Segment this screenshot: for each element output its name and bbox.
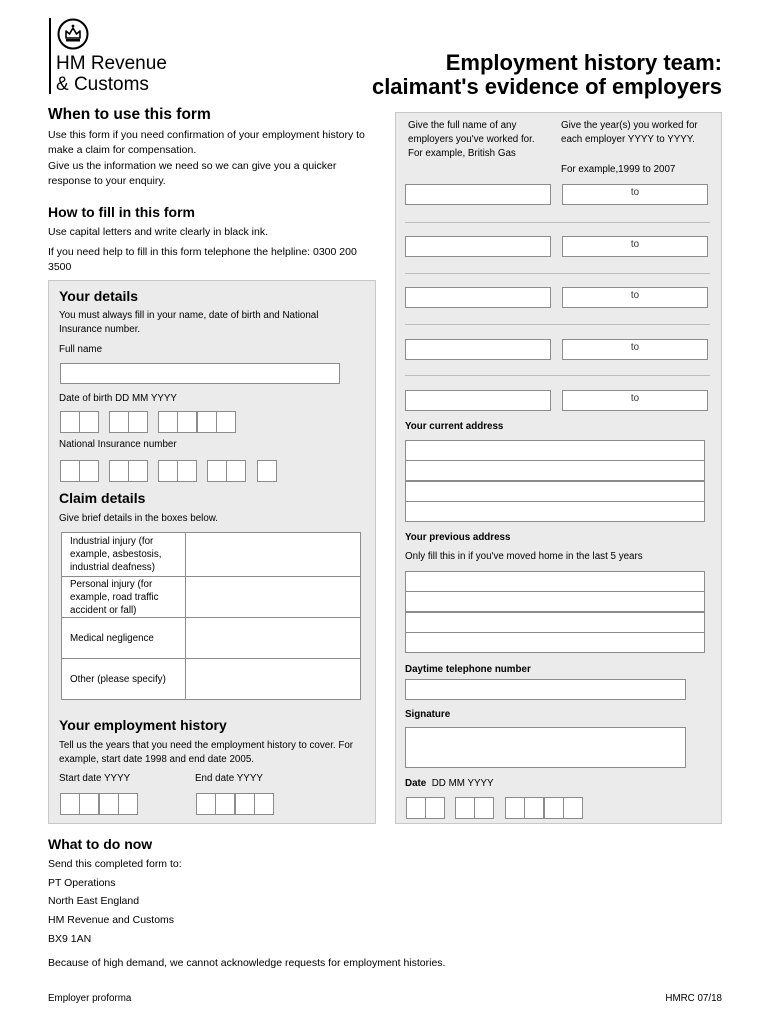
send-address-line: PT Operations — [48, 877, 116, 889]
date-label-text: Date — [405, 778, 427, 789]
start-date-label: Start date YYYY — [59, 773, 131, 784]
org-name-line2: & Customs — [56, 74, 149, 95]
when-text-2: Give us the information we need so we can give you a quicker response to your enquiry. — [48, 160, 337, 187]
ni-digit[interactable] — [257, 460, 277, 482]
to-label: to — [630, 187, 640, 198]
claim-row-label: Industrial injury (for example, asbestosis, industrial deafness) — [62, 533, 186, 576]
employer-name-instructions: Give the full name of any employers you've worked for. For example, British Gas — [408, 120, 535, 159]
dob-digit[interactable] — [158, 411, 178, 433]
details-heading: Your details — [59, 288, 139, 304]
employer-name-input[interactable] — [405, 390, 551, 411]
date-digit[interactable] — [563, 797, 583, 819]
date-digit[interactable] — [425, 797, 445, 819]
to-label: to — [630, 290, 640, 301]
to-label: to — [630, 239, 640, 250]
details-intro: You must always fill in your name, date of birth and National Insurance number. — [59, 310, 319, 335]
row-divider — [405, 375, 710, 376]
footer-right: HMRC 07/18 — [665, 993, 722, 1004]
dob-digit[interactable] — [60, 411, 80, 433]
claim-row[interactable] — [62, 617, 360, 658]
employer-years-example: For example,1999 to 2007 — [561, 164, 676, 175]
row-divider — [405, 324, 710, 325]
claim-row-label: Personal injury (for example, road traffic accident or fall) — [62, 577, 186, 617]
current-address-line[interactable] — [405, 460, 705, 481]
dob-label: Date of birth DD MM YYYY — [59, 393, 177, 404]
history-intro: Tell us the years that you need the employment history to cover. For example, start date 1998 and end date 2005. — [59, 740, 354, 765]
what-now-intro: Send this completed form to: — [48, 858, 182, 870]
phone-input[interactable] — [405, 679, 686, 700]
ni-digit[interactable] — [207, 460, 227, 482]
ni-digit[interactable] — [177, 460, 197, 482]
dob-digit[interactable] — [197, 411, 217, 433]
end-year-digit[interactable] — [235, 793, 255, 815]
signature-label: Signature — [405, 709, 451, 720]
current-address-line[interactable] — [405, 501, 705, 522]
what-now-heading: What to do now — [48, 836, 153, 852]
org-name-line1: HM Revenue — [56, 53, 167, 74]
claim-row[interactable] — [62, 576, 360, 617]
ni-digit[interactable] — [109, 460, 129, 482]
previous-address-note: Only fill this in if you've moved home in the last 5 years — [405, 551, 643, 562]
current-address-label: Your current address — [405, 421, 504, 432]
start-year-digit[interactable] — [118, 793, 138, 815]
date-digit[interactable] — [524, 797, 544, 819]
ni-digit[interactable] — [226, 460, 246, 482]
dob-digit[interactable] — [216, 411, 236, 433]
history-heading: Your employment history — [59, 717, 227, 733]
row-divider — [405, 273, 710, 274]
employer-years-instructions: Give the year(s) you worked for each employer YYYY to YYYY. — [561, 120, 698, 145]
claim-row-label: Medical negligence — [62, 618, 186, 658]
start-year-digit[interactable] — [60, 793, 80, 815]
header-rule — [49, 18, 51, 94]
ni-digit[interactable] — [128, 460, 148, 482]
date-digit[interactable] — [544, 797, 564, 819]
claim-row[interactable] — [62, 533, 360, 576]
dob-digit[interactable] — [128, 411, 148, 433]
claim-row[interactable] — [62, 658, 360, 699]
send-address-line: North East England — [48, 895, 140, 907]
end-year-digit[interactable] — [254, 793, 274, 815]
employer-name-input[interactable] — [405, 287, 551, 308]
signature-box[interactable] — [405, 727, 686, 768]
page-title-line2: claimant's evidence of employers — [371, 74, 722, 99]
end-date-label: End date YYYY — [195, 773, 263, 784]
date-label — [405, 777, 494, 791]
when-heading: When to use this form — [48, 106, 211, 123]
ni-digit[interactable] — [158, 460, 178, 482]
start-year-digit[interactable] — [99, 793, 119, 815]
send-address-line: HM Revenue and Customs — [48, 914, 175, 926]
claim-heading: Claim details — [59, 490, 146, 506]
when-text-1: Use this form if you need confirmation of your employment history to make a claim for compensation. — [48, 129, 365, 156]
current-address-line[interactable] — [405, 440, 705, 461]
previous-address-line[interactable] — [405, 571, 705, 592]
previous-address-label: Your previous address — [405, 532, 511, 543]
ni-label: National Insurance number — [59, 439, 177, 450]
dob-digit[interactable] — [109, 411, 129, 433]
current-address-line[interactable] — [405, 481, 705, 502]
footer-left: Employer proforma — [48, 993, 132, 1004]
start-year-digit[interactable] — [79, 793, 99, 815]
previous-address-line[interactable] — [405, 591, 705, 612]
demand-note: Because of high demand, we cannot acknowledge requests for employment histories. — [48, 957, 446, 969]
to-label: to — [630, 393, 640, 404]
date-format: DD MM YYYY — [431, 778, 494, 789]
claim-intro: Give brief details in the boxes below. — [59, 513, 219, 524]
previous-address-line[interactable] — [405, 612, 705, 633]
claim-row-label: Other (please specify) — [62, 659, 186, 699]
date-digit[interactable] — [505, 797, 525, 819]
royal-crest-icon — [57, 18, 89, 50]
employer-name-input[interactable] — [405, 339, 551, 360]
date-digit[interactable] — [406, 797, 426, 819]
full-name-input[interactable] — [60, 363, 340, 384]
ni-digit[interactable] — [79, 460, 99, 482]
row-divider — [405, 222, 710, 223]
previous-address-line[interactable] — [405, 632, 705, 653]
send-address-line: BX9 1AN — [48, 933, 92, 945]
how-text-2: If you need help to fill in this form telephone the helpline: 0300 200 3500 — [48, 246, 357, 273]
claim-table — [61, 532, 361, 700]
page-title-line1: Employment history team: — [445, 50, 722, 75]
to-label: to — [630, 342, 640, 353]
how-text-1: Use capital letters and write clearly in black ink. — [48, 226, 269, 238]
ni-digit[interactable] — [60, 460, 80, 482]
date-digit[interactable] — [455, 797, 475, 819]
end-year-digit[interactable] — [196, 793, 216, 815]
phone-label: Daytime telephone number — [405, 664, 531, 675]
employer-name-input[interactable] — [405, 236, 551, 257]
employer-name-input[interactable] — [405, 184, 551, 205]
dob-digit[interactable] — [177, 411, 197, 433]
dob-digit[interactable] — [79, 411, 99, 433]
date-digit[interactable] — [474, 797, 494, 819]
end-year-digit[interactable] — [215, 793, 235, 815]
full-name-label: Full name — [59, 344, 103, 355]
how-heading: How to fill in this form — [48, 204, 195, 220]
